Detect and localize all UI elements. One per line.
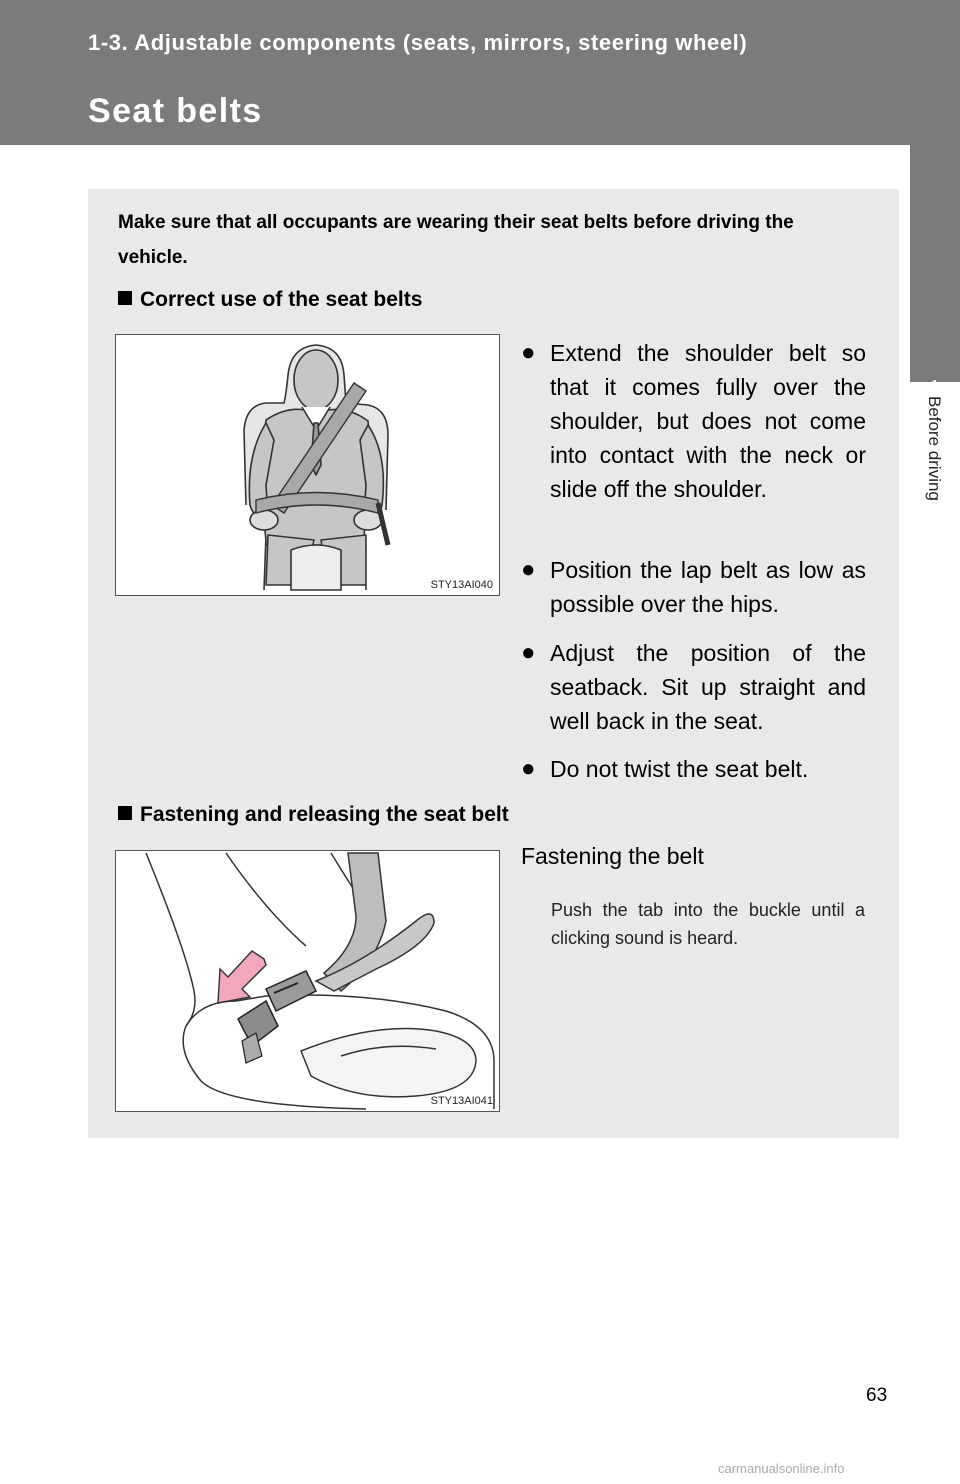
chapter-label [918, 396, 946, 536]
subheading-text: Fastening and releasing the seat belt [140, 803, 509, 826]
page-header [0, 0, 960, 145]
chapter-number: 1 [930, 378, 940, 395]
page-number: 63 [866, 1385, 888, 1406]
subheading-fastening [118, 803, 509, 827]
bullet-item [521, 336, 866, 506]
bullet-text: Position the lap belt as low as possible over the hips. [550, 557, 866, 617]
chapter-label-text: Before driving [925, 396, 944, 501]
page-title: Seat belts [88, 92, 263, 130]
fastening-subheading: Fastening the belt [521, 843, 704, 869]
figure-code: STY13AI040 [430, 579, 493, 591]
bullet-text: Do not twist the seat belt. [550, 756, 809, 782]
bullet-item [521, 752, 866, 786]
chapter-tab [910, 145, 960, 382]
bullet-dot-icon: ● [521, 556, 536, 583]
bullet-dot-icon: ● [521, 639, 536, 666]
intro-text: Make sure that all occupants are wearing their seat belts before driving the vehicle. [118, 212, 794, 268]
bullet-dot-icon: ● [521, 755, 536, 782]
fastening-description: Push the tab into the buckle until a clicking sound is heard. [551, 900, 865, 948]
buckle-figure [116, 851, 499, 1111]
figure-code: STY13AI041 [430, 1095, 493, 1107]
bullet-text: Adjust the position of the seatback. Sit up straight and well back in the seat. [550, 640, 866, 734]
square-bullet-icon [118, 806, 132, 820]
bullet-item [521, 553, 866, 621]
watermark: carmanualsonline.info [718, 1461, 845, 1476]
bullet-item [521, 636, 866, 738]
section-title: 1-3. Adjustable components (seats, mirrors, steering wheel) [88, 30, 748, 55]
seatbelt-occupant-illustration [115, 334, 500, 596]
occupant-figure [116, 335, 499, 595]
square-bullet-icon [118, 291, 132, 305]
subheading-text: Correct use of the seat belts [140, 288, 423, 311]
buckle-fastening-illustration [115, 850, 500, 1112]
bullet-dot-icon: ● [521, 339, 536, 366]
subheading-correct-use [118, 288, 422, 312]
bullet-text: Extend the shoulder belt so that it comes fully over the shoulder, but does not come into contact with the neck or slide off the shoulder. [550, 340, 866, 502]
